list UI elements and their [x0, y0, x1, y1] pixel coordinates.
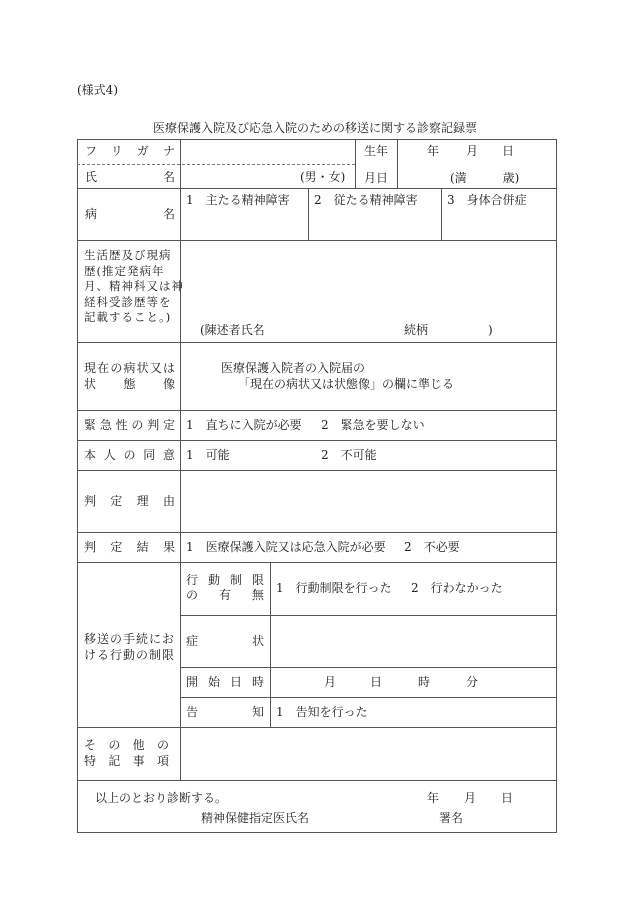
disease-primary: 1 主たる精神障害	[186, 193, 290, 207]
birth-year: 年	[427, 144, 440, 158]
restriction-option-2[interactable]: 2 行わなかった	[411, 581, 503, 595]
notice-label: 告知	[186, 705, 264, 719]
restriction-label-2: の有無	[186, 588, 264, 602]
condition-label-1: 現在の病状又は	[84, 361, 175, 375]
consent-option-2[interactable]: 2 不可能	[321, 448, 377, 462]
footer-day: 日	[501, 791, 514, 805]
restriction-option-1[interactable]: 1 行動制限を行った	[276, 581, 392, 595]
history-label: 生活歴及び現病 歴(推定発病年 月、精神科又は神 経科受診歴等を 記載すること。)	[84, 248, 184, 324]
relation-label: 続柄	[404, 323, 429, 337]
consent-option-1[interactable]: 1 可能	[186, 448, 230, 462]
form-number: (様式4)	[77, 83, 118, 97]
urgency-option-1[interactable]: 1 直ちに入院が必要	[186, 418, 302, 432]
footer-statement: 以上のとおり診断する。	[95, 791, 228, 805]
result-option-2[interactable]: 2 不必要	[404, 540, 460, 554]
birth-day: 日	[502, 144, 515, 158]
other-label-2: 特記事項	[84, 754, 169, 768]
disease-label: 病名	[85, 207, 175, 221]
urgency-option-2[interactable]: 2 緊急を要しない	[321, 418, 425, 432]
start-month: 月	[324, 675, 337, 689]
name-label: 氏名	[85, 170, 175, 184]
other-label-1: その他の	[84, 738, 169, 752]
footer-year: 年	[427, 791, 440, 805]
condition-label-2: 状態像	[84, 377, 175, 391]
restriction-label-1: 行動制限	[186, 573, 264, 587]
transfer-label: 移送の手続にお ける行動の制限	[84, 632, 176, 662]
result-label: 判定結果	[84, 540, 175, 554]
start-day: 日	[370, 675, 383, 689]
condition-note-2: 「現在の病状又は状態像」の欄に準じる	[238, 377, 455, 391]
page-title: 医療保護入院及び応急入院のための移送に関する診察記録票	[152, 121, 477, 135]
start-hour: 時	[418, 675, 431, 689]
birth-month: 月	[466, 144, 479, 158]
footer-month: 月	[464, 791, 477, 805]
consent-label: 本人の同意	[84, 448, 175, 462]
condition-note-1: 医療保護入院者の入院届の	[221, 361, 366, 375]
sex-choice[interactable]: (男・女)	[300, 170, 346, 184]
furigana-label: フリガナ	[85, 144, 175, 158]
disease-secondary: 2 従たる精神障害	[314, 193, 418, 207]
birth-label-1: 生年	[364, 144, 389, 158]
start-minute: 分	[466, 675, 479, 689]
start-label: 開始日時	[186, 675, 264, 689]
birth-label-2: 月日	[364, 171, 389, 185]
doctor-label: 精神保健指定医氏名	[201, 811, 310, 825]
reason-label: 判定理由	[84, 494, 175, 508]
informant-close: )	[488, 323, 493, 337]
disease-physical: 3 身体合併症	[447, 193, 527, 207]
symptom-label: 症状	[186, 634, 264, 648]
result-option-1[interactable]: 1 医療保護入院又は応急入院が必要	[186, 540, 386, 554]
signature-label: 署名	[439, 811, 464, 825]
informant-label: (陳述者氏名	[200, 323, 265, 337]
notice-option[interactable]: 1 告知を行った	[276, 705, 368, 719]
urgency-label: 緊急性の判定	[84, 418, 175, 432]
age: (満 歳)	[450, 171, 520, 185]
